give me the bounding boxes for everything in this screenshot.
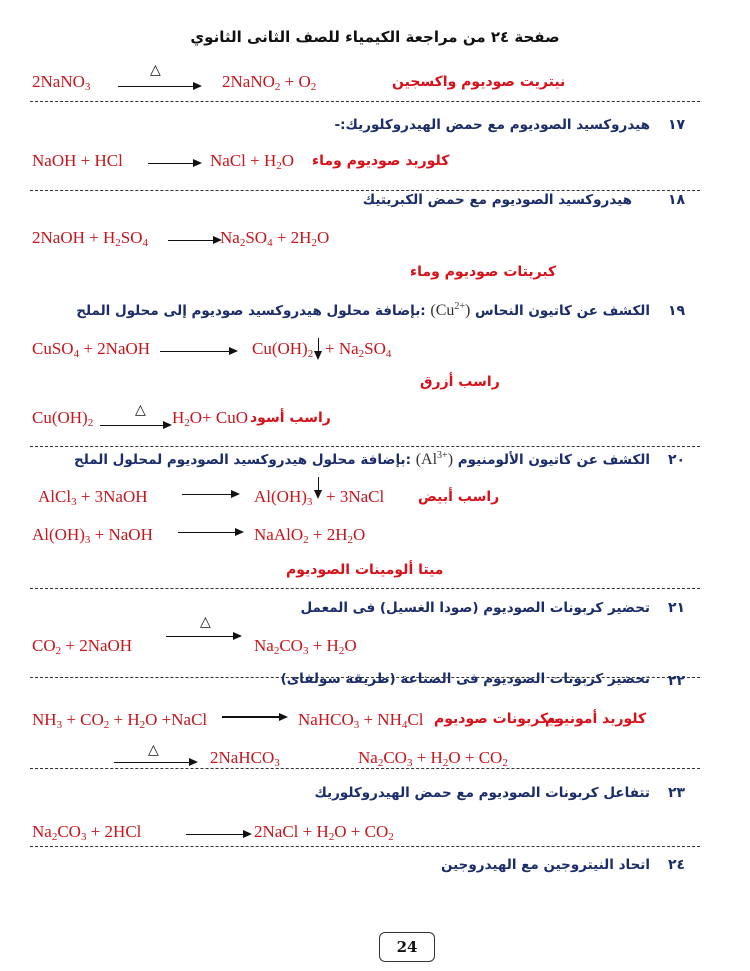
equation-2-products: NaCl + $H_2O$ bbox=[210, 151, 295, 172]
heat-delta-icon: △ bbox=[150, 62, 161, 78]
heat-delta-icon: △ bbox=[148, 742, 159, 758]
section-number-23: ٢٣ bbox=[668, 785, 686, 801]
section-title-24: اتحاد النيتروجين مع الهيدروجين bbox=[441, 857, 650, 873]
page-number: 24 bbox=[379, 932, 435, 962]
equation-5-products: $H_2O+$ CuO bbox=[172, 408, 249, 429]
section-number-20: ٢٠ bbox=[668, 452, 686, 468]
label-sodium-meta-aluminate: ميتا ألومينات الصوديوم bbox=[286, 562, 444, 578]
equation-8-products: $Na_2CO_3 + H_2O$ bbox=[254, 636, 357, 657]
section-divider bbox=[30, 846, 700, 847]
equation-4-products: $Cu(OH)_2$ bbox=[252, 339, 314, 360]
section-number-24: ٢٤ bbox=[668, 857, 686, 873]
equation-2-reactants: NaOH + HCl bbox=[32, 151, 123, 170]
label-sodium-bicarbonate: بيكربونات صوديوم bbox=[434, 711, 560, 727]
section-title-17: هيدروكسيد الصوديوم مع حمض الهيدروكلوريك:- bbox=[334, 117, 650, 133]
equation-7-reactants: $Al(OH)_3$ + NaOH bbox=[32, 525, 153, 546]
label-nacl-water: كلوريد صوديوم وماء bbox=[312, 153, 450, 169]
equation-8-reactants: $CO_2$ + 2NaOH bbox=[32, 636, 133, 657]
equation-1-reactants: 2NaNO$_3$ bbox=[32, 72, 91, 93]
section-title-18: هيدروكسيد الصوديوم مع حمض الكبريتيك bbox=[362, 192, 632, 208]
section-title-23: تتفاعل كربونات الصوديوم مع حمض الهيدروكلوريك bbox=[314, 785, 650, 801]
equation-10-reactants: 2NaHCO$_3$ bbox=[210, 748, 280, 769]
equation-3-reactants: 2NaOH + $H_2SO_4$ bbox=[32, 228, 148, 249]
reaction-arrow-icon bbox=[166, 636, 240, 637]
reaction-arrow-icon bbox=[160, 351, 236, 352]
reaction-arrow-icon bbox=[178, 532, 242, 533]
section-divider bbox=[30, 101, 700, 102]
section-title-19: الكشف عن كاتيون النحاس $(Cu^{2+})$ :بإضافة محلول هيدروكسيد صوديوم إلى محلول الملح bbox=[76, 301, 650, 319]
label-white-precipitate: راسب أبيض bbox=[418, 489, 500, 505]
section-number-18: ١٨ bbox=[668, 192, 686, 208]
section-divider bbox=[30, 446, 700, 447]
reaction-arrow-icon bbox=[186, 834, 250, 835]
label-ammonium-chloride: كلوريد أمونيوم bbox=[545, 711, 647, 727]
equation-9-products: NaHCO$_3$ + $NH_4Cl$ bbox=[298, 710, 424, 731]
equation-4-reactants: CuSO$_4$ + 2NaOH bbox=[32, 339, 151, 360]
section-number-17: ١٧ bbox=[668, 117, 686, 133]
heat-delta-icon: △ bbox=[200, 614, 211, 630]
page-header: صفحة ٢٤ من مراجعة الكيمياء للصف الثانى الثانوي bbox=[190, 28, 560, 46]
section-divider bbox=[30, 768, 700, 769]
precipitate-arrow-icon bbox=[318, 477, 319, 497]
equation-6-byproduct: + 3NaCl bbox=[326, 487, 385, 506]
section-number-22: ٢٢ bbox=[668, 673, 686, 689]
equation-10-products: $Na_2CO_3 + H_2O + CO_2$ bbox=[358, 748, 508, 769]
section-divider bbox=[30, 588, 700, 589]
reaction-arrow-icon bbox=[100, 425, 170, 426]
equation-11-products: 2NaCl + $H_2O + CO_2$ bbox=[254, 822, 394, 843]
label-black-precipitate: راسب أسود bbox=[250, 410, 331, 426]
section-number-21: ٢١ bbox=[668, 600, 686, 616]
reaction-arrow-icon bbox=[148, 163, 200, 164]
equation-11-reactants: $Na_2CO_3 + 2HCl$ bbox=[32, 822, 142, 843]
reaction-arrow-icon bbox=[114, 762, 196, 763]
precipitate-arrow-icon bbox=[318, 338, 319, 358]
equation-4-byproduct: + $Na_2SO_4$ bbox=[325, 339, 392, 360]
heat-delta-icon: △ bbox=[135, 402, 146, 418]
equation-3-products: $Na_2SO_4 + 2H_2O$ bbox=[220, 228, 330, 249]
label-nitrite-oxygen: نيتريت صوديوم واكسجين bbox=[392, 74, 566, 90]
section-title-20: الكشف عن كاتيون الألومنيوم $(Al^{3+})$ :بإضافة محلول هيدروكسيد الصوديوم لمحلول الملح bbox=[73, 450, 650, 468]
reaction-arrow-icon bbox=[182, 494, 238, 495]
section-divider bbox=[30, 190, 700, 191]
reaction-arrow-icon bbox=[118, 86, 200, 87]
equation-7-products: NaAlO$_2$ + $2H_2O$ bbox=[254, 525, 366, 546]
label-blue-precipitate: راسب أزرق bbox=[420, 374, 500, 390]
equation-6-products: $Al(OH)_3$ bbox=[254, 487, 313, 508]
reaction-arrow-icon bbox=[168, 240, 220, 241]
section-title-21: تحضير كربونات الصوديوم (صودا الغسيل) فى المعمل bbox=[300, 600, 650, 616]
reaction-arrow-icon bbox=[222, 716, 286, 718]
label-sulfate-water: كبريتات صوديوم وماء bbox=[410, 264, 557, 280]
equation-5-reactants: $Cu(OH)_2$ bbox=[32, 408, 94, 429]
equation-9-reactants: $NH_3 + CO_2 + H_2O$ +NaCl bbox=[32, 710, 208, 731]
equation-1-products: 2NaNO$_2$ + $O_2$ bbox=[222, 72, 317, 93]
section-title-22: تحضير كربونات الصوديوم فى الصناعة (طريقة سولفاى) bbox=[280, 671, 650, 687]
equation-6-reactants: AlCl$_3$ + 3NaOH bbox=[38, 487, 148, 508]
section-number-19: ١٩ bbox=[668, 303, 686, 319]
